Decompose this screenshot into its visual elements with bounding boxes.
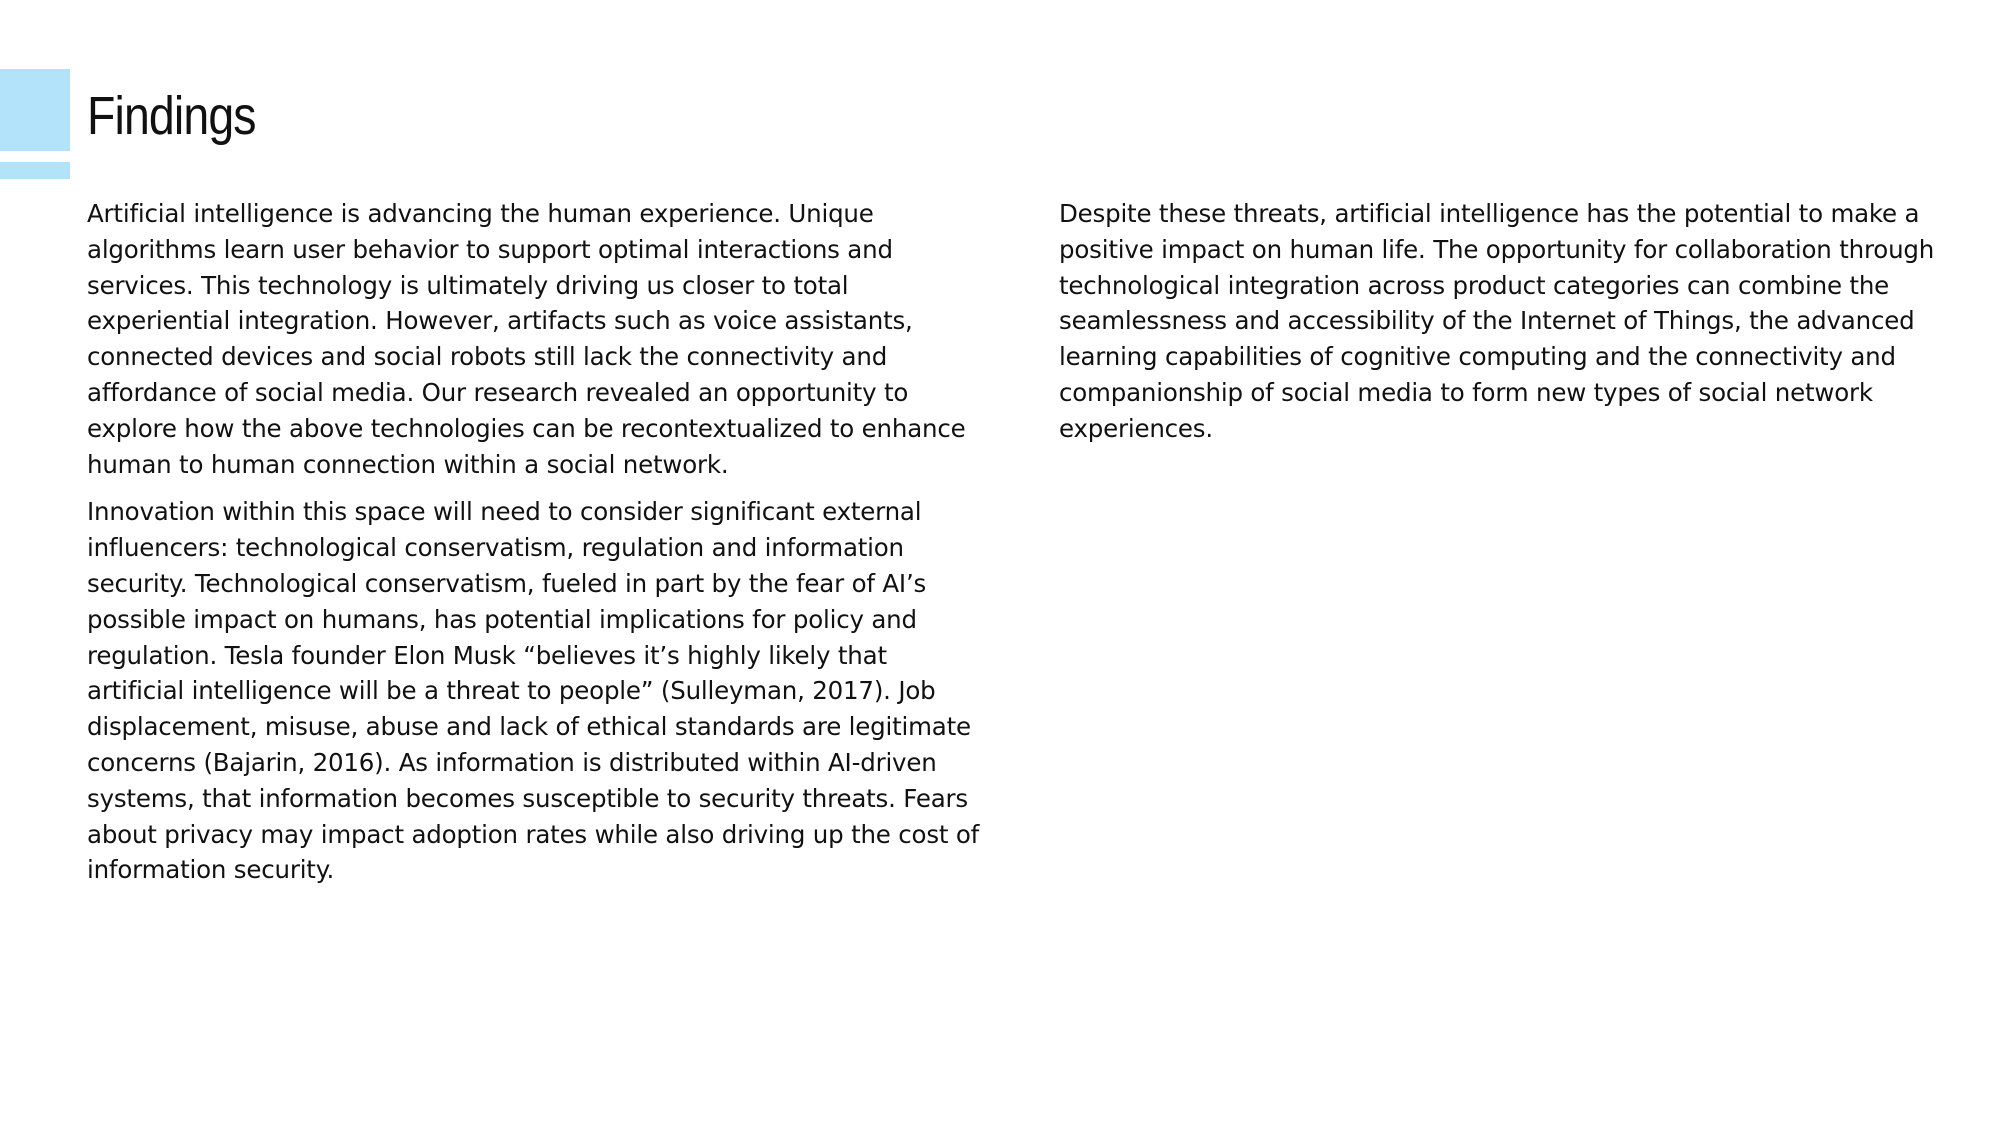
text-line: technological integration across product categories can combine the [1059, 270, 1890, 300]
text-line: Innovation within this space will need to consider significant external [87, 497, 922, 527]
text-line: seamlessness and accessibility of the Internet of Things, the advanced [1059, 306, 1915, 336]
text-line: security. Technological conservatism, fueled in part by the fear of AI’s [87, 568, 927, 598]
text-line: systems, that information becomes susceptible to security threats. Fears [87, 783, 968, 813]
text-line: connected devices and social robots still lack the connectivity and [87, 342, 888, 372]
page-title: Findings [87, 86, 256, 146]
text-line: influencers: technological conservatism, regulation and information [87, 533, 904, 563]
text-line: algorithms learn user behavior to support optimal interactions and [87, 234, 893, 264]
text-line: artificial intelligence will be a threat to people” (Sulleyman, 2017). Job [87, 676, 936, 706]
text-line: positive impact on human life. The opportunity for collaboration through [1059, 234, 1935, 264]
text-line: regulation. Tesla founder Elon Musk “believes it’s highly likely that [87, 640, 887, 670]
left-column [87, 196, 980, 900]
right-column [1059, 196, 1949, 459]
accent-block [0, 69, 70, 151]
text-line: companionship of social media to form new types of social network [1059, 377, 1873, 407]
left-paragraph-1 [87, 196, 977, 482]
text-line: displacement, misuse, abuse and lack of ethical standards are legitimate [87, 712, 971, 742]
text-line: experiences. [1059, 413, 1213, 443]
text-line: experiential integration. However, artifacts such as voice assistants, [87, 306, 913, 336]
text-line: about privacy may impact adoption rates while also driving up the cost of [87, 819, 980, 849]
text-line: services. This technology is ultimately driving us closer to total [87, 270, 849, 300]
text-line: Despite these threats, artificial intelligence has the potential to make a [1059, 199, 1920, 228]
text-line: possible impact on humans, has potential implications for policy and [87, 604, 917, 634]
text-line: affordance of social media. Our research revealed an opportunity to [87, 377, 909, 407]
right-paragraph-1 [1059, 196, 1949, 447]
text-line: information security. [87, 855, 335, 885]
text-line: Artificial intelligence is advancing the human experience. Unique [87, 199, 874, 228]
text-line: human to human connection within a social network. [87, 449, 729, 479]
accent-bar [0, 162, 70, 179]
left-paragraph-2 [87, 494, 980, 888]
text-line: explore how the above technologies can be recontextualized to enhance [87, 413, 966, 443]
text-line: learning capabilities of cognitive computing and the connectivity and [1059, 342, 1896, 372]
text-line: concerns (Bajarin, 2016). As information is distributed within AI-driven [87, 747, 937, 777]
